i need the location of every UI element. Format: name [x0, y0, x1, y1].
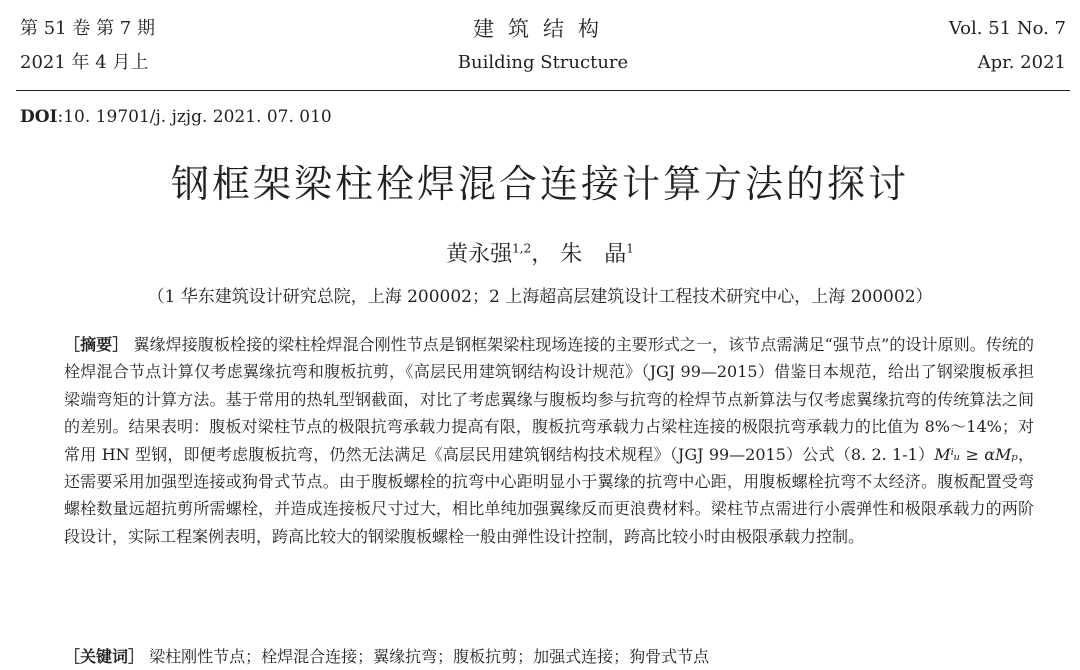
- abstract: [64, 331, 1034, 550]
- author-name: 朱 晶: [560, 242, 627, 267]
- author-name: 黄永强: [446, 242, 513, 267]
- header-center: [20, 12, 1066, 80]
- abstract-label: ［摘要］: [64, 335, 129, 354]
- journal-header: [20, 12, 1066, 82]
- affiliations: （1 华东建筑设计研究总院，上海 200002；2 上海超高层建筑设计工程技术研究中心，上海 200002）: [147, 287, 933, 307]
- keywords-text: 梁柱刚性节点；栓焊混合连接；翼缘抗弯；腹板抗剪；加强式连接；狗骨式节点: [144, 647, 710, 666]
- date-en: Apr. 2021: [977, 52, 1066, 73]
- author-affiliation-marker: 1,2: [512, 241, 532, 256]
- volume-issue-en: Vol. 51 No. 7: [948, 18, 1066, 39]
- doi-line: [20, 104, 332, 130]
- abstract-text-continued: ，还需要采用加强型连接或狗骨式节点。由于腹板螺栓的抗弯中心距明显小于翼缘的抗弯中心距，用腹板螺栓抗弯不太经济。腹板配置受弯螺栓数量远超抗剪所需螺栓，并造成连接板尺寸过大，相比单纯加强翼缘反而更浪费材料。梁柱节点需进行小震弹性和极限承载力的两阶段设计，实际工程案例表明，跨高比较大的钢梁腹板螺栓一般由弹性设计控制，跨高比较小时由极限承载力控制。: [64, 444, 1034, 546]
- date-cn: 2021 年 4 月上: [20, 52, 149, 73]
- author-affiliation-marker: 1: [626, 241, 634, 256]
- header-divider: [16, 90, 1070, 91]
- abstract-formula: Mⁱᵤ ≥ αMₚ: [934, 444, 1018, 464]
- keywords: [64, 645, 1034, 669]
- author-list: [0, 240, 1080, 270]
- keywords-label: ［关键词］: [64, 647, 145, 666]
- journal-name-en: Building Structure: [457, 52, 629, 73]
- journal-name-cn: 建筑结构: [473, 17, 613, 41]
- volume-issue-cn: 第 51 卷 第 7 期: [20, 18, 155, 39]
- doi-label: DOI: [20, 107, 58, 127]
- doi-value: :10. 19701/j. jzjg. 2021. 07. 010: [57, 107, 332, 127]
- paper-title: 钢框架梁柱栓焊混合连接计算方法的探讨: [170, 162, 909, 206]
- abstract-text: 翼缘焊接腹板栓接的梁柱栓焊混合刚性节点是钢框架梁柱现场连接的主要形式之一，该节点需满足“强节点”的设计原则。传统的栓焊混合节点计算仅考虑翼缘抗弯和腹板抗剪，《高层民用建筑钢结构设计规范》（JGJ 99—2015）借鉴日本规范，给出了钢梁腹板承担梁端弯矩的计算方法。基于常用的热轧型钢截面，对比了考虑翼缘与腹板均参与抗弯的栓焊节点新算法与仅考虑翼缘抗弯的传统算法之间的差别。结果表明：腹板对梁柱节点的极限抗弯承载力提高有限，腹板抗弯承载力占梁柱连接的极限抗弯承载力的比值为 8%～14%；对常用 HN 型钢，即便考虑腹板抗弯，仍然无法满足《高层民用建筑钢结构技术规程》（JGJ 99—2015）公式（8. 2. 1-1）: [64, 335, 1034, 464]
- header-right: [949, 12, 1066, 80]
- author-separator: ，: [531, 242, 554, 267]
